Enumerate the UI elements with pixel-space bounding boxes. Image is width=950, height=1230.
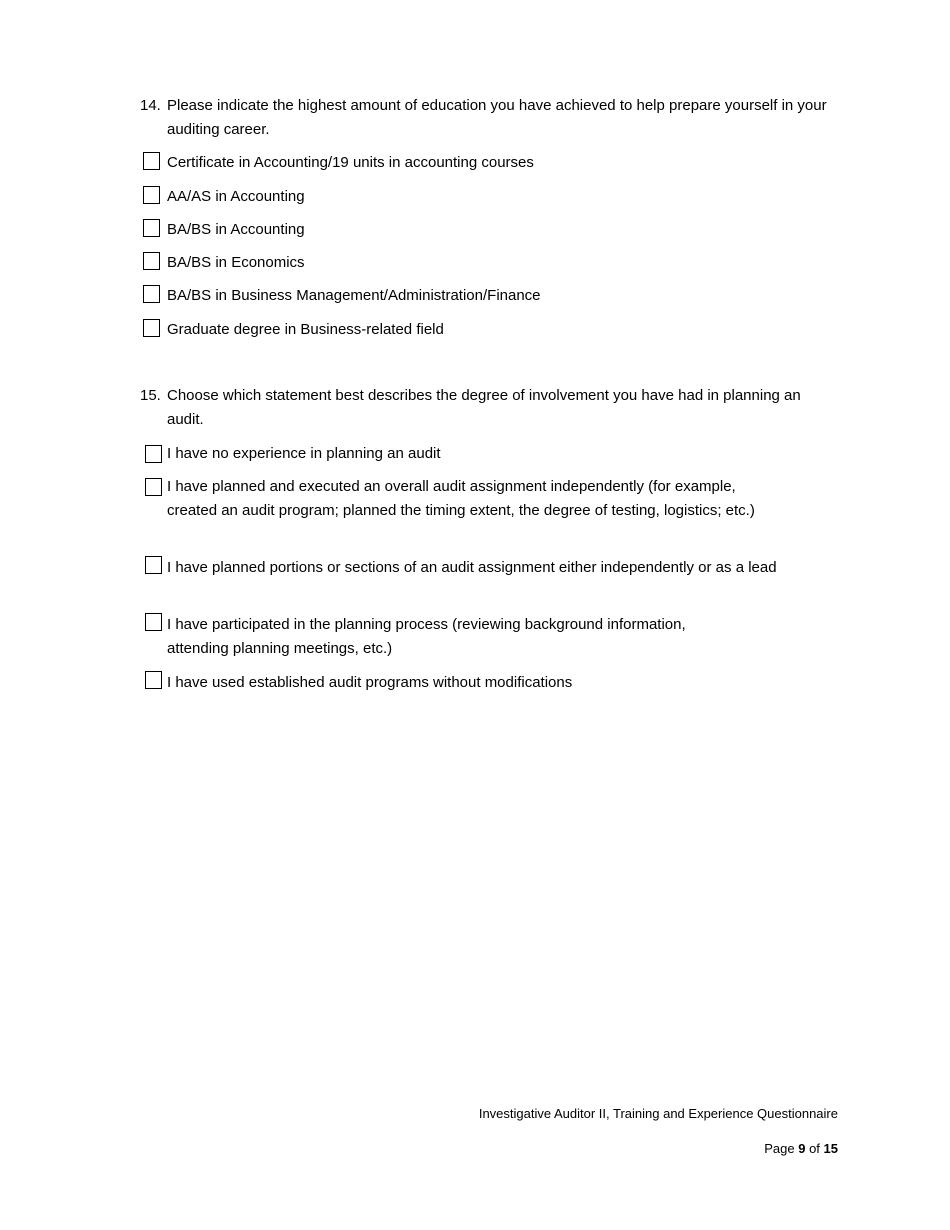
option-label: I have no experience in planning an audit: [167, 445, 441, 462]
checkbox[interactable]: [145, 613, 162, 631]
page-current: 9: [798, 1141, 806, 1156]
option-label: I have planned portions or sections of an audit assignment either independently or as a lead: [167, 559, 777, 576]
page-of: of: [809, 1141, 820, 1156]
footer-title: Investigative Auditor II, Training and Experience Questionnaire: [478, 1106, 838, 1121]
question-text: Choose which statement best describes the degree of involvement you have had in planning an audit.: [167, 387, 801, 428]
question-number: 15.: [140, 387, 161, 404]
option-label: I have planned and executed an overall audit assignment independently (for example, created an audit program; planned the timing extent, the degree of testing, logistics; etc.): [167, 478, 755, 519]
question-text: Please indicate the highest amount of education you have achieved to help prepare yourself in your auditing career.: [167, 97, 827, 138]
checkbox[interactable]: [143, 285, 160, 303]
checkbox[interactable]: [145, 445, 162, 463]
option-label: I have used established audit programs without modifications: [167, 674, 573, 691]
page-number: [764, 1141, 838, 1156]
option-label: I have participated in the planning process (reviewing background information, attending planning meetings, etc.): [167, 616, 686, 657]
option-label: Graduate degree in Business-related field: [167, 321, 444, 338]
checkbox[interactable]: [143, 319, 160, 337]
checkbox[interactable]: [143, 219, 160, 237]
option-label: BA/BS in Business Management/Administration/Finance: [167, 287, 541, 304]
question-14: [140, 94, 840, 142]
checkbox[interactable]: [143, 152, 160, 170]
question-15: [140, 384, 840, 432]
page-prefix: Page: [764, 1141, 795, 1156]
checkbox[interactable]: [143, 252, 160, 270]
checkbox[interactable]: [143, 186, 160, 204]
question-number: 14.: [140, 97, 161, 114]
page-total: 15: [823, 1141, 838, 1156]
option-label: BA/BS in Accounting: [167, 221, 305, 238]
checkbox[interactable]: [145, 478, 162, 496]
checkbox[interactable]: [145, 556, 162, 574]
option-label: AA/AS in Accounting: [167, 188, 305, 205]
option-label: BA/BS in Economics: [167, 254, 305, 271]
checkbox[interactable]: [145, 671, 162, 689]
option-label: Certificate in Accounting/19 units in accounting courses: [167, 154, 534, 171]
